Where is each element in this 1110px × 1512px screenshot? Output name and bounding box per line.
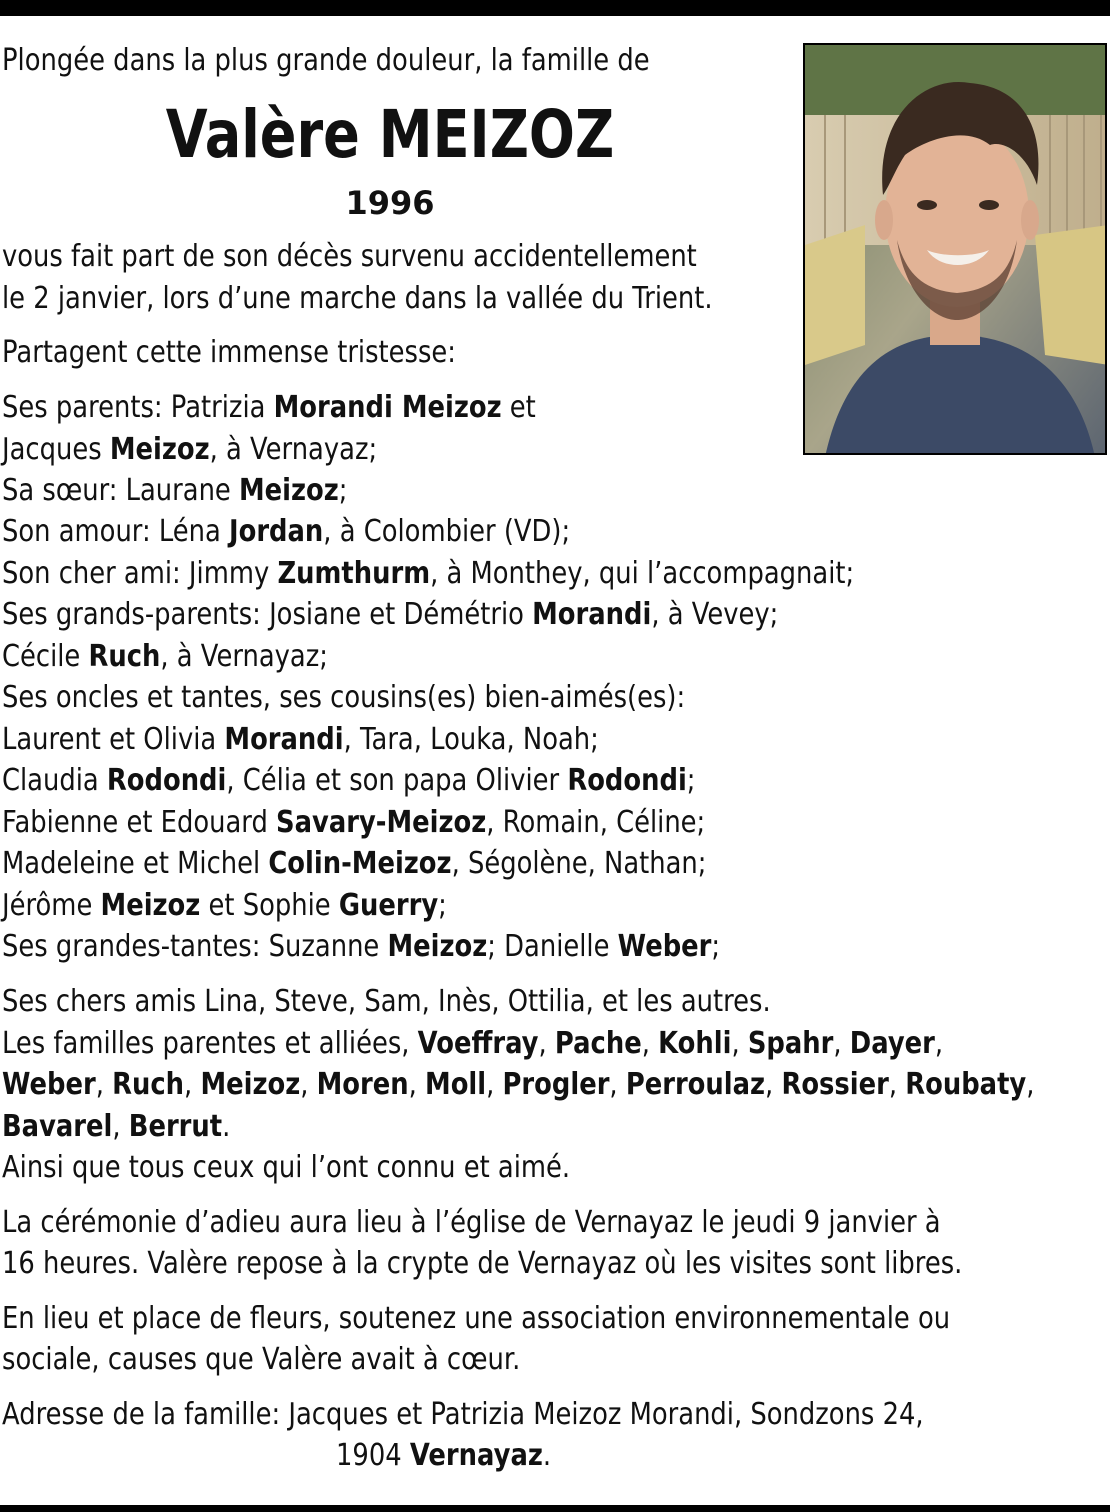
address-line-2: 1904 Vernayaz. xyxy=(336,1438,552,1473)
address-line-1: Adresse de la famille: Jacques et Patrizia Meizoz Morandi, Sondzons 24, xyxy=(2,1397,924,1432)
sharing-text: Partagent cette immense tristesse: xyxy=(2,335,456,370)
birth-year: 1996 xyxy=(345,184,435,222)
intro-text: Plongée dans la plus grande douleur, la famille de xyxy=(2,43,650,78)
family-line-father: Jacques Meizoz, à Vernayaz; xyxy=(2,432,378,467)
family-line-fabienne: Fabienne et Edouard Savary-Meizoz, Romain, Céline; xyxy=(2,805,706,840)
deceased-name: Valère MEIZOZ xyxy=(165,96,615,173)
family-line-sister: Sa sœur: Laurane Meizoz; xyxy=(2,473,348,508)
family-line-love: Son amour: Léna Jordan, à Colombier (VD); xyxy=(2,514,571,549)
bottom-rule xyxy=(0,1505,1110,1512)
family-line-laurent: Laurent et Olivia Morandi, Tara, Louka, Noah; xyxy=(2,722,599,757)
family-line-great-aunts: Ses grandes-tantes: Suzanne Meizoz; Danielle Weber; xyxy=(2,929,721,964)
family-line-uncles: Ses oncles et tantes, ses cousins(es) bien-aimés(es): xyxy=(2,680,686,715)
family-line-parents: Ses parents: Patrizia Morandi Meizoz et xyxy=(2,390,536,425)
flowers-line-2: sociale, causes que Valère avait à cœur. xyxy=(2,1342,521,1377)
family-line-madeleine: Madeleine et Michel Colin-Meizoz, Ségolène, Nathan; xyxy=(2,846,707,881)
families-line-2: Weber, Ruch, Meizoz, Moren, Moll, Progler, Perroulaz, Rossier, Roubaty, xyxy=(2,1067,1035,1102)
portrait-photo xyxy=(803,43,1107,455)
all-others-text: Ainsi que tous ceux qui l’ont connu et aimé. xyxy=(2,1150,571,1185)
ceremony-line-2: 16 heures. Valère repose à la crypte de Vernayaz où les visites sont libres. xyxy=(2,1246,963,1281)
family-line-friend: Son cher ami: Jimmy Zumthurm, à Monthey, qui l’accompagnait; xyxy=(2,556,855,591)
family-line-jerome: Jérôme Meizoz et Sophie Guerry; xyxy=(2,888,447,923)
family-line-grandparents: Ses grands-parents: Josiane et Démétrio Morandi, à Vevey; xyxy=(2,597,779,632)
family-line-cecile: Cécile Ruch, à Vernayaz; xyxy=(2,639,328,674)
ceremony-line-1: La cérémonie d’adieu aura lieu à l’église de Vernayaz le jeudi 9 janvier à xyxy=(2,1205,941,1240)
announcement-line-1: vous fait part de son décès survenu accidentellement xyxy=(2,239,697,274)
families-line-3: Bavarel, Berrut. xyxy=(2,1109,231,1144)
family-line-claudia: Claudia Rodondi, Célia et son papa Olivier Rodondi; xyxy=(2,763,696,798)
announcement-line-2: le 2 janvier, lors d’une marche dans la vallée du Trient. xyxy=(2,281,713,316)
flowers-line-1: En lieu et place de fleurs, soutenez une association environnementale ou xyxy=(2,1301,951,1336)
friends-text: Ses chers amis Lina, Steve, Sam, Inès, Ottilia, et les autres. xyxy=(2,984,771,1019)
top-rule xyxy=(0,0,1110,16)
families-line-1: Les familles parentes et alliées, Voeffray, Pache, Kohli, Spahr, Dayer, xyxy=(2,1026,944,1061)
